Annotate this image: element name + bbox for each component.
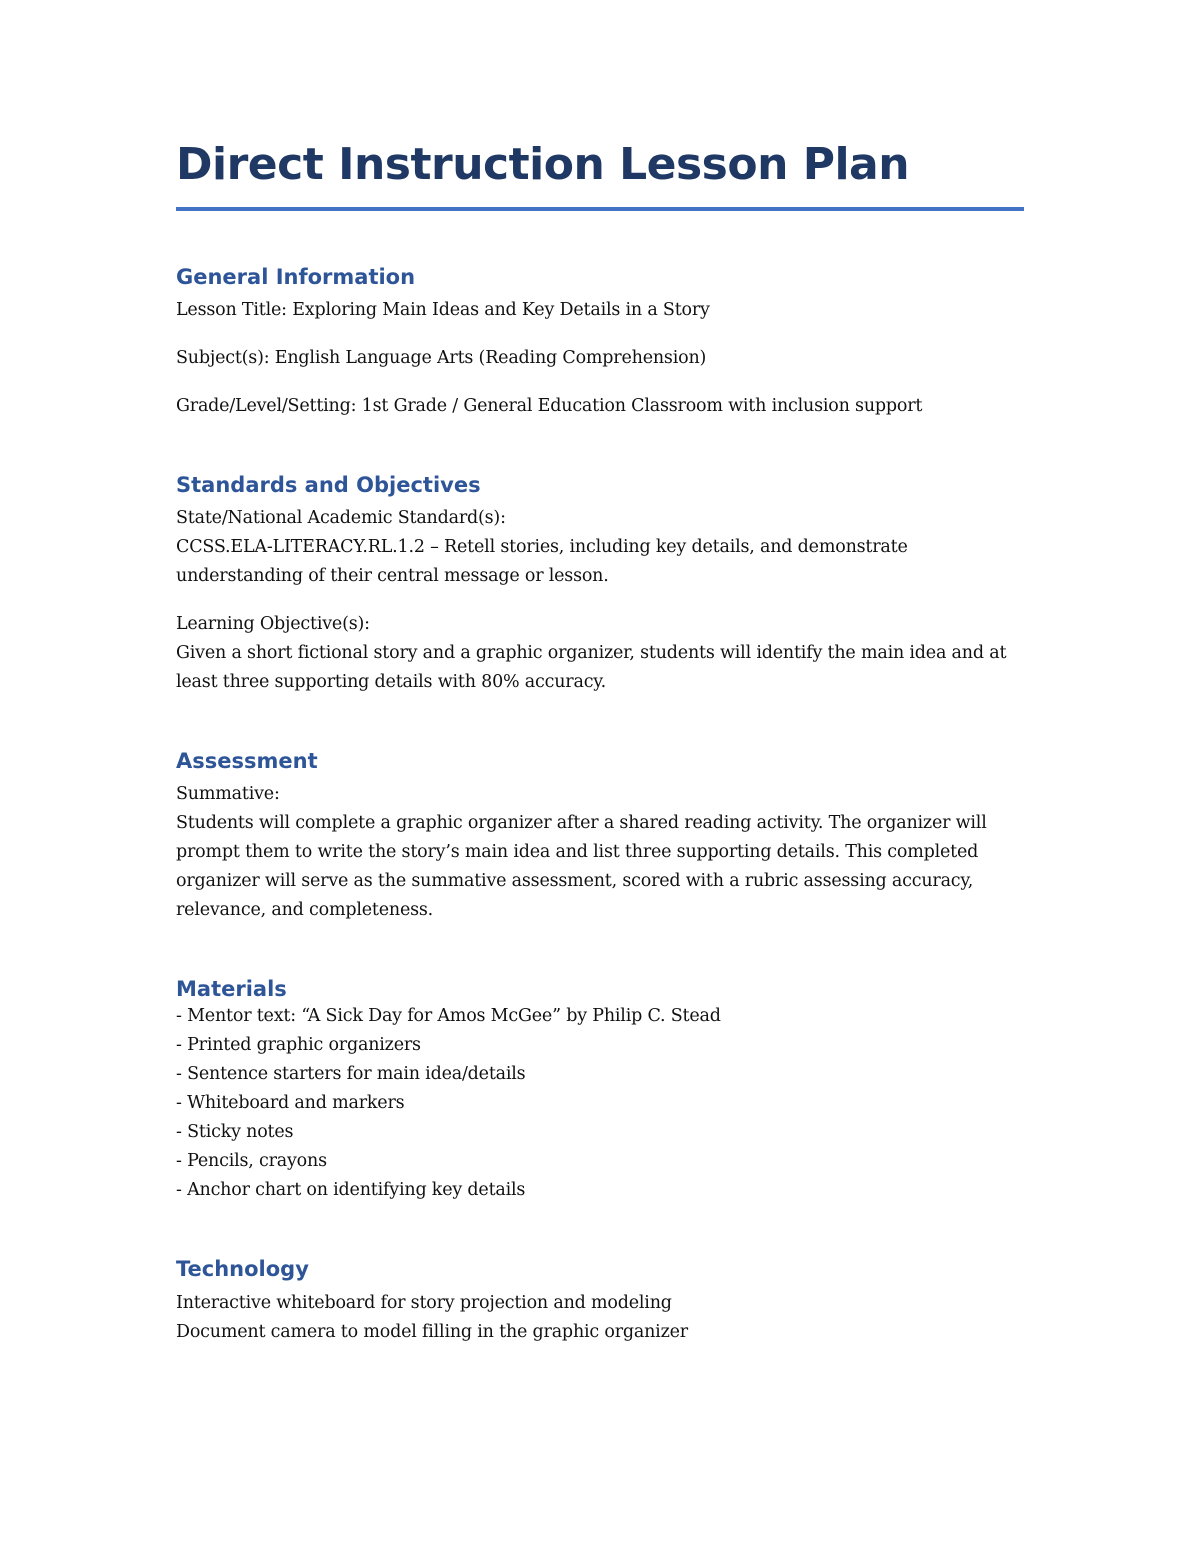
- lesson-title-line: Lesson Title: Exploring Main Ideas and Key Details in a Story: [176, 299, 710, 320]
- section-heading: Standards and Objectives: [176, 472, 481, 497]
- list-item: - Pencils, crayons: [176, 1151, 327, 1172]
- section-heading: General Information: [176, 264, 416, 289]
- section-materials: [176, 977, 1026, 1205]
- title-underline-rule: [176, 207, 1024, 211]
- assessment-label: Summative:: [176, 784, 280, 805]
- list-item: - Mentor text: “A Sick Day for Amos McGee” by Philip C. Stead: [176, 1006, 721, 1027]
- grade-level-setting-line: Grade/Level/Setting: 1st Grade / General Education Classroom with inclusion support: [176, 395, 923, 416]
- standards-text: CCSS.ELA-LITERACY.RL.1.2 – Retell stories, including key details, and demonstrate understanding of their central message or lesson.: [176, 536, 908, 586]
- document-title: Direct Instruction Lesson Plan: [176, 139, 910, 190]
- section-heading: Technology: [176, 1257, 309, 1282]
- technology-line: Document camera to model filling in the graphic organizer: [176, 1321, 688, 1342]
- section-technology: [176, 1257, 1026, 1346]
- section-assessment: [176, 749, 1026, 925]
- standards-label: State/National Academic Standard(s):: [176, 507, 506, 528]
- assessment-text: Students will complete a graphic organizer after a shared reading activity. The organizer will prompt them to write the story’s main idea and list three supporting details. This completed organizer will serve as the summative assessment, scored with a rubric assessing accuracy, relevance, and completeness.: [176, 813, 987, 921]
- document-page: [176, 140, 1026, 1347]
- list-item: - Sentence starters for main idea/details: [176, 1064, 526, 1085]
- list-item: - Anchor chart on identifying key details: [176, 1180, 526, 1201]
- list-item: - Whiteboard and markers: [176, 1093, 405, 1114]
- technology-line: Interactive whiteboard for story projection and modeling: [176, 1292, 672, 1313]
- subjects-line: Subject(s): English Language Arts (Reading Comprehension): [176, 347, 707, 368]
- list-item: - Sticky notes: [176, 1122, 294, 1143]
- objectives-text: Given a short fictional story and a graphic organizer, students will identify the main idea and at least three supporting details with 80% accuracy.: [176, 642, 1007, 692]
- objectives-label: Learning Objective(s):: [176, 613, 370, 634]
- section-heading: Assessment: [176, 748, 318, 773]
- section-heading: Materials: [176, 977, 287, 1002]
- materials-list: [176, 1002, 1026, 1205]
- section-general-information: [176, 265, 1026, 421]
- list-item: - Printed graphic organizers: [176, 1035, 421, 1056]
- section-standards-objectives: [176, 473, 1026, 697]
